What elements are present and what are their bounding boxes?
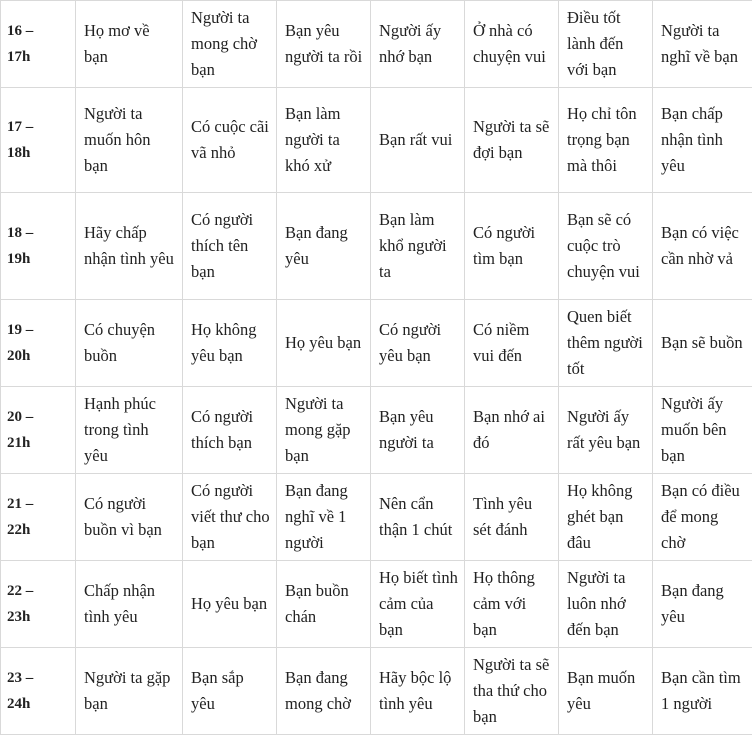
meaning-cell: Người ấy rất yêu bạn bbox=[559, 387, 653, 474]
meaning-cell: Người ta mong gặp bạn bbox=[277, 387, 371, 474]
meaning-cell: Người ta luôn nhớ đến bạn bbox=[559, 561, 653, 648]
meaning-cell: Bạn đang mong chờ bbox=[277, 648, 371, 735]
meaning-cell: Ở nhà có chuyện vui bbox=[465, 1, 559, 88]
meaning-cell: Người ta sẽ tha thứ cho bạn bbox=[465, 648, 559, 735]
time-end: 17h bbox=[7, 44, 69, 70]
meaning-cell: Có chuyện buồn bbox=[76, 300, 183, 387]
meaning-cell: Có người yêu bạn bbox=[371, 300, 465, 387]
meaning-cell: Hạnh phúc trong tình yêu bbox=[76, 387, 183, 474]
meaning-cell: Bạn có việc cần nhờ vả bbox=[653, 193, 752, 300]
meaning-cell: Bạn yêu người ta bbox=[371, 387, 465, 474]
meaning-cell: Bạn làm khổ người ta bbox=[371, 193, 465, 300]
meaning-cell: Bạn sẽ có cuộc trò chuyện vui bbox=[559, 193, 653, 300]
meaning-cell: Nên cẩn thận 1 chút bbox=[371, 474, 465, 561]
time-end: 19h bbox=[7, 246, 69, 272]
meaning-cell: Người ta muốn hôn bạn bbox=[76, 88, 183, 193]
time-start: 23 – bbox=[7, 665, 69, 691]
time-range-cell bbox=[1, 193, 76, 300]
time-end: 23h bbox=[7, 604, 69, 630]
meaning-cell: Bạn nhớ ai đó bbox=[465, 387, 559, 474]
meaning-cell: Hãy bộc lộ tình yêu bbox=[371, 648, 465, 735]
meaning-cell: Bạn làm người ta khó xử bbox=[277, 88, 371, 193]
time-start: 17 – bbox=[7, 114, 69, 140]
meaning-cell: Bạn đang yêu bbox=[277, 193, 371, 300]
meaning-cell: Người ấy nhớ bạn bbox=[371, 1, 465, 88]
time-end: 21h bbox=[7, 430, 69, 456]
meaning-cell: Họ thông cảm với bạn bbox=[465, 561, 559, 648]
meaning-cell: Có niềm vui đến bbox=[465, 300, 559, 387]
table-row bbox=[1, 300, 752, 387]
meaning-cell: Có người thích bạn bbox=[183, 387, 277, 474]
table-row bbox=[1, 561, 752, 648]
time-start: 20 – bbox=[7, 404, 69, 430]
meaning-cell: Bạn có điều để mong chờ bbox=[653, 474, 752, 561]
meaning-cell: Tình yêu sét đánh bbox=[465, 474, 559, 561]
meaning-cell: Bạn sắp yêu bbox=[183, 648, 277, 735]
time-range-cell bbox=[1, 474, 76, 561]
time-start: 21 – bbox=[7, 491, 69, 517]
time-range-cell bbox=[1, 561, 76, 648]
time-range-cell bbox=[1, 88, 76, 193]
time-end: 24h bbox=[7, 691, 69, 717]
time-end: 22h bbox=[7, 517, 69, 543]
meaning-cell: Họ chỉ tôn trọng bạn mà thôi bbox=[559, 88, 653, 193]
time-range-cell bbox=[1, 300, 76, 387]
time-start: 22 – bbox=[7, 578, 69, 604]
time-start: 18 – bbox=[7, 220, 69, 246]
meaning-cell: Chấp nhận tình yêu bbox=[76, 561, 183, 648]
time-range-cell bbox=[1, 387, 76, 474]
table-row bbox=[1, 88, 752, 193]
meaning-cell: Người ta mong chờ bạn bbox=[183, 1, 277, 88]
time-start: 19 – bbox=[7, 317, 69, 343]
time-range-cell bbox=[1, 648, 76, 735]
meaning-cell: Bạn cần tìm 1 người bbox=[653, 648, 752, 735]
meaning-cell: Người ta nghĩ về bạn bbox=[653, 1, 752, 88]
meaning-cell: Họ yêu bạn bbox=[183, 561, 277, 648]
meaning-cell: Bạn chấp nhận tình yêu bbox=[653, 88, 752, 193]
meaning-cell: Có người tìm bạn bbox=[465, 193, 559, 300]
table-row bbox=[1, 387, 752, 474]
meaning-cell: Họ mơ về bạn bbox=[76, 1, 183, 88]
table-row bbox=[1, 474, 752, 561]
table-row bbox=[1, 648, 752, 735]
meaning-cell: Bạn sẽ buồn bbox=[653, 300, 752, 387]
meaning-cell: Họ yêu bạn bbox=[277, 300, 371, 387]
table-body bbox=[1, 1, 752, 735]
meaning-cell: Họ biết tình cảm của bạn bbox=[371, 561, 465, 648]
table-row bbox=[1, 1, 752, 88]
meaning-cell: Có người viết thư cho bạn bbox=[183, 474, 277, 561]
meaning-cell: Bạn đang yêu bbox=[653, 561, 752, 648]
meaning-cell: Bạn muốn yêu bbox=[559, 648, 653, 735]
meaning-cell: Người ta sẽ đợi bạn bbox=[465, 88, 559, 193]
meaning-cell: Quen biết thêm người tốt bbox=[559, 300, 653, 387]
meaning-cell: Có cuộc cãi vã nhỏ bbox=[183, 88, 277, 193]
meaning-cell: Người ta gặp bạn bbox=[76, 648, 183, 735]
time-start: 16 – bbox=[7, 18, 69, 44]
meaning-cell: Bạn đang nghĩ về 1 người bbox=[277, 474, 371, 561]
meaning-cell: Họ không ghét bạn đâu bbox=[559, 474, 653, 561]
meaning-cell: Họ không yêu bạn bbox=[183, 300, 277, 387]
meaning-cell: Người ấy muốn bên bạn bbox=[653, 387, 752, 474]
time-end: 18h bbox=[7, 140, 69, 166]
table-row bbox=[1, 193, 752, 300]
meaning-cell: Có người buồn vì bạn bbox=[76, 474, 183, 561]
meaning-cell: Bạn buồn chán bbox=[277, 561, 371, 648]
meaning-cell: Có người thích tên bạn bbox=[183, 193, 277, 300]
time-range-cell bbox=[1, 1, 76, 88]
meaning-cell: Bạn rất vui bbox=[371, 88, 465, 193]
time-end: 20h bbox=[7, 343, 69, 369]
meaning-cell: Hãy chấp nhận tình yêu bbox=[76, 193, 183, 300]
meaning-cell: Bạn yêu người ta rồi bbox=[277, 1, 371, 88]
meaning-cell: Điều tốt lành đến với bạn bbox=[559, 1, 653, 88]
